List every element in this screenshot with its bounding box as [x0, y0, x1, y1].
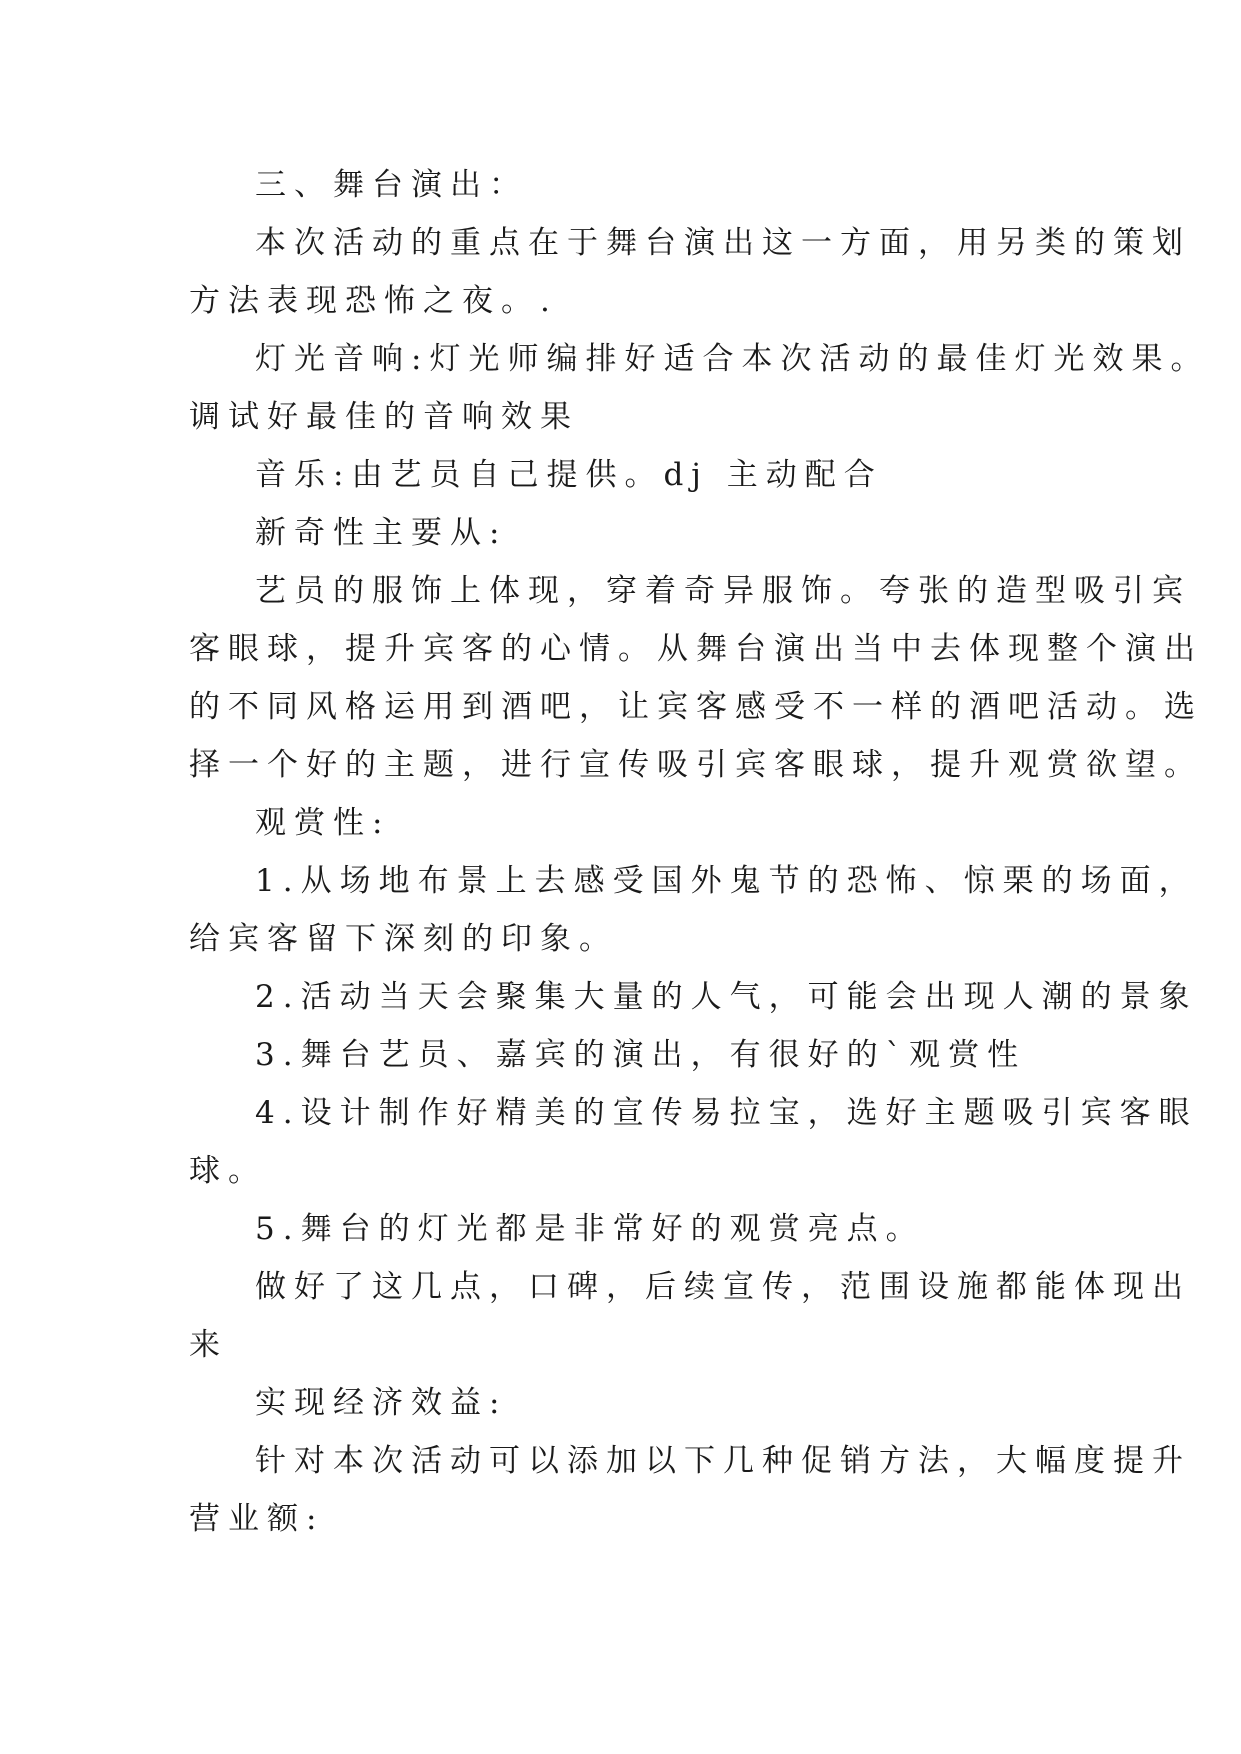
paragraph-line: 新奇性主要从: — [255, 515, 508, 551]
paragraph-line: 择一个好的主题，进行宣传吸引宾客眼球，提升观赏欲望。 — [189, 747, 1203, 783]
paragraph-line: 艺员的服饰上体现，穿着奇异服饰。夸张的造型吸引宾 — [255, 573, 1191, 609]
paragraph-line: 观赏性: — [255, 805, 391, 841]
list-item: 3.舞台艺员、嘉宾的演出，有很好的`观赏性 — [255, 1037, 1027, 1073]
paragraph-line: 本次活动的重点在于舞台演出这一方面，用另类的策划 — [255, 225, 1191, 261]
paragraph-line: 灯光音响:灯光师编排好适合本次活动的最佳灯光效果。 — [255, 341, 1210, 377]
paragraph-line: 营业额: — [189, 1501, 325, 1537]
list-item-continuation: 给宾客留下深刻的印象。 — [189, 921, 618, 957]
list-item: 4.设计制作好精美的宣传易拉宝，选好主题吸引宾客眼 — [255, 1095, 1198, 1131]
section-heading-stage-performance: 三、舞台演出： — [255, 167, 528, 203]
paragraph-line: 来 — [189, 1327, 228, 1363]
list-item: 1.从场地布景上去感受国外鬼节的恐怖、惊栗的场面， — [255, 863, 1198, 899]
paragraph-line: 做好了这几点，口碑，后续宣传，范围设施都能体现出 — [255, 1269, 1191, 1305]
paragraph-line: 调试好最佳的音响效果 — [189, 399, 579, 435]
list-item: 2.活动当天会聚集大量的人气，可能会出现人潮的景象 — [255, 979, 1198, 1015]
list-item: 5.舞台的灯光都是非常好的观赏亮点。 — [255, 1211, 925, 1247]
paragraph-line: 的不同风格运用到酒吧，让宾客感受不一样的酒吧活动。选 — [189, 689, 1203, 725]
list-item-continuation: 球。 — [189, 1153, 267, 1189]
paragraph-line: 方法表现恐怖之夜。. — [189, 283, 558, 319]
paragraph-line: 实现经济效益: — [255, 1385, 508, 1421]
paragraph-line: 客眼球，提升宾客的心情。从舞台演出当中去体现整个演出 — [189, 631, 1203, 667]
paragraph-line: 针对本次活动可以添加以下几种促销方法，大幅度提升 — [255, 1443, 1191, 1479]
paragraph-line: 音乐:由艺员自己提供。dj 主动配合 — [255, 457, 883, 493]
